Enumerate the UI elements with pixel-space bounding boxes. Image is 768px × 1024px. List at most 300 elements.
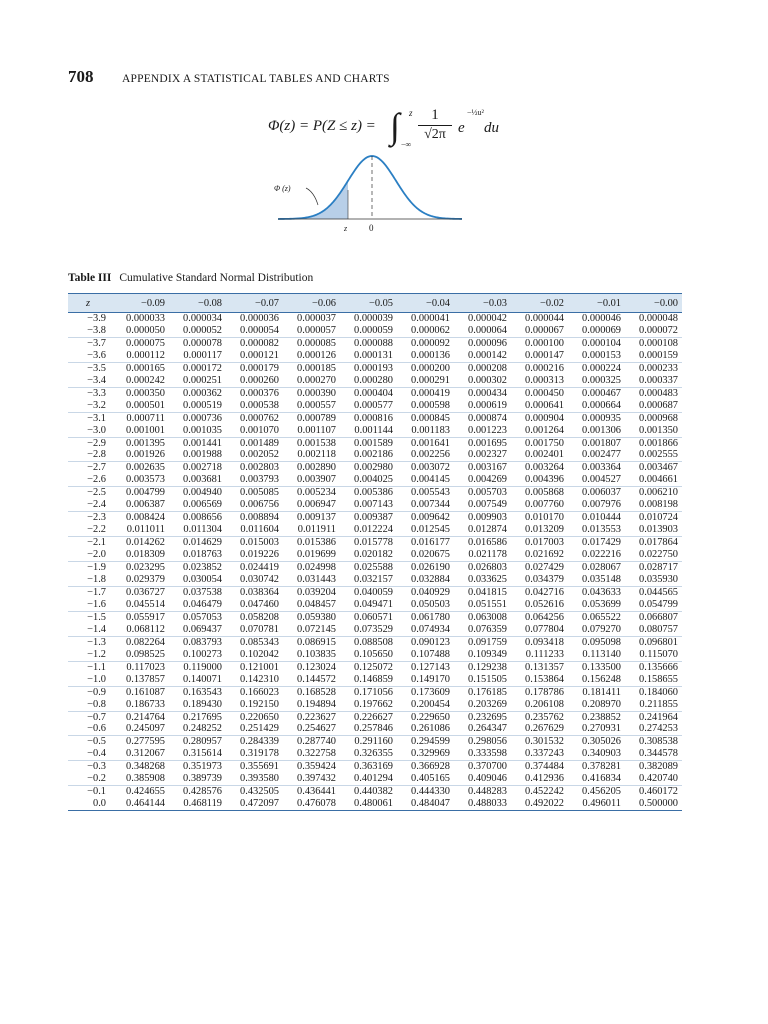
probability-cell: 0.003072	[411, 462, 450, 474]
probability-cell: 0.211855	[625, 699, 682, 711]
probability-cell: 0.117023	[126, 661, 165, 673]
probability-cell: 0.000762	[240, 412, 279, 424]
probability-cell: 0.000172	[183, 362, 222, 374]
probability-cell: 0.000042	[468, 313, 507, 324]
probability-cell: 0.002118	[283, 449, 340, 461]
probability-cell: 0.048457	[283, 599, 340, 611]
probability-cell: 0.280957	[183, 736, 222, 748]
probability-cell: 0.028067	[582, 562, 621, 574]
probability-cell: 0.000251	[169, 375, 226, 387]
probability-cell: 0.000208	[468, 362, 507, 374]
probability-cell: 0.000100	[525, 337, 564, 349]
probability-cell: 0.066807	[639, 611, 678, 623]
probability-cell: 0.000687	[625, 400, 682, 412]
probability-cell: 0.000104	[582, 337, 621, 349]
probability-cell: 0.378281	[582, 761, 621, 773]
probability-cell: 0.051551	[454, 599, 511, 611]
probability-cell: 0.000467	[582, 387, 621, 399]
probability-cell: 0.000404	[354, 387, 393, 399]
probability-cell: 0.003467	[639, 462, 678, 474]
probability-cell: 0.151505	[454, 674, 511, 686]
probability-cell: 0.484047	[397, 798, 454, 810]
probability-cell: 0.000054	[226, 325, 283, 337]
probability-cell: 0.035930	[625, 574, 682, 586]
probability-cell: 0.017003	[525, 537, 564, 549]
probability-cell: 0.033625	[454, 574, 511, 586]
probability-cell: 0.270931	[568, 723, 625, 735]
z-value-cell: −3.1	[87, 412, 106, 424]
table-row	[68, 337, 682, 349]
probability-cell: 0.008656	[183, 512, 222, 524]
probability-cell: 0.016177	[411, 537, 450, 549]
probability-cell: 0.002256	[397, 449, 454, 461]
column-header: −0.05	[340, 294, 397, 313]
table-caption	[68, 272, 313, 284]
probability-cell: 0.044565	[639, 586, 678, 598]
probability-cell: 0.002327	[454, 449, 511, 461]
probability-cell: 0.001264	[511, 425, 568, 437]
probability-cell: 0.385908	[112, 773, 169, 785]
probability-cell: 0.298056	[468, 736, 507, 748]
probability-cell: 0.025588	[354, 562, 393, 574]
probability-cell: 0.267629	[511, 723, 568, 735]
probability-cell: 0.001183	[397, 425, 454, 437]
probability-cell: 0.389739	[169, 773, 226, 785]
probability-cell: 0.012545	[397, 524, 454, 536]
probability-cell: 0.000519	[169, 400, 226, 412]
table-row	[68, 798, 682, 810]
page-header	[68, 67, 390, 87]
probability-cell: 0.020182	[340, 549, 397, 561]
probability-cell: 0.301532	[525, 736, 564, 748]
probability-cell: 0.003167	[468, 462, 507, 474]
probability-cell: 0.000216	[525, 362, 564, 374]
probability-cell: 0.000501	[112, 400, 169, 412]
probability-cell: 0.000845	[411, 412, 450, 424]
table-row	[68, 624, 682, 636]
integral-sign: ∫	[390, 106, 400, 146]
probability-cell: 0.047460	[226, 599, 283, 611]
probability-cell: 0.002980	[354, 462, 393, 474]
table-label: Table III	[68, 272, 112, 284]
probability-cell: 0.006947	[283, 499, 340, 511]
table-row	[68, 661, 682, 673]
probability-cell: 0.000200	[411, 362, 450, 374]
probability-cell: 0.488033	[454, 798, 511, 810]
z-value-cell: −0.2	[68, 773, 112, 785]
probability-cell: 0.168528	[297, 686, 336, 698]
probability-cell: 0.000291	[397, 375, 454, 387]
probability-cell: 0.000904	[525, 412, 564, 424]
table-title: Cumulative Standard Normal Distribution	[119, 272, 314, 284]
z-value-cell: −2.0	[68, 549, 112, 561]
probability-cell: 0.000069	[568, 325, 625, 337]
z-value-cell: −1.9	[87, 562, 106, 574]
probability-cell: 0.001441	[183, 437, 222, 449]
probability-cell: 0.000121	[226, 350, 283, 362]
probability-cell: 0.007549	[454, 499, 511, 511]
probability-cell: 0.001223	[454, 425, 511, 437]
probability-cell: 0.344578	[625, 748, 682, 760]
integral-upper-limit: z	[409, 108, 413, 118]
probability-cell: 0.460172	[639, 786, 678, 798]
probability-cell: 0.049471	[340, 599, 397, 611]
table-row	[68, 599, 682, 611]
z-value-cell: −1.5	[87, 611, 106, 623]
probability-cell: 0.005386	[354, 487, 393, 499]
probability-cell: 0.405165	[397, 773, 454, 785]
probability-cell: 0.340903	[568, 748, 625, 760]
probability-cell: 0.022750	[625, 549, 682, 561]
probability-cell: 0.208970	[568, 699, 625, 711]
probability-cell: 0.000126	[283, 350, 340, 362]
table-row	[68, 586, 682, 598]
probability-cell: 0.401294	[340, 773, 397, 785]
probability-cell: 0.015003	[240, 537, 279, 549]
z-value-cell: −2.2	[68, 524, 112, 536]
z-value-cell: −0.8	[68, 699, 112, 711]
probability-cell: 0.000450	[525, 387, 564, 399]
probability-cell: 0.476078	[283, 798, 340, 810]
table-row	[68, 425, 682, 437]
probability-cell: 0.251429	[226, 723, 283, 735]
probability-cell: 0.000033	[126, 313, 165, 324]
probability-cell: 0.000165	[126, 362, 165, 374]
table-row	[68, 487, 682, 499]
z-value-cell: −2.9	[87, 437, 106, 449]
probability-cell: 0.156248	[568, 674, 625, 686]
phi-pointer	[306, 188, 318, 205]
probability-cell: 0.000419	[411, 387, 450, 399]
table-row	[68, 773, 682, 785]
probability-cell: 0.436441	[297, 786, 336, 798]
column-header: −0.08	[169, 294, 226, 313]
probability-cell: 0.004145	[397, 474, 454, 486]
probability-cell: 0.412936	[511, 773, 568, 785]
probability-cell: 0.011604	[226, 524, 283, 536]
probability-cell: 0.000034	[183, 313, 222, 324]
probability-cell: 0.000874	[468, 412, 507, 424]
probability-cell: 0.057053	[183, 611, 222, 623]
probability-cell: 0.000350	[126, 387, 165, 399]
probability-cell: 0.420740	[625, 773, 682, 785]
column-header: −0.07	[226, 294, 283, 313]
integral-lower-limit: −∞	[401, 140, 412, 149]
probability-cell: 0.032157	[340, 574, 397, 586]
probability-cell: 0.040929	[411, 586, 450, 598]
probability-cell: 0.082264	[126, 636, 165, 648]
probability-cell: 0.013903	[625, 524, 682, 536]
probability-cell: 0.059380	[297, 611, 336, 623]
probability-cell: 0.004940	[183, 487, 222, 499]
probability-cell: 0.052616	[511, 599, 568, 611]
probability-cell: 0.146859	[340, 674, 397, 686]
probability-cell: 0.000108	[639, 337, 678, 349]
z-value-cell: −2.8	[68, 449, 112, 461]
probability-cell: 0.002477	[568, 449, 625, 461]
table-row	[68, 412, 682, 424]
probability-cell: 0.000664	[568, 400, 625, 412]
probability-cell: 0.000280	[340, 375, 397, 387]
probability-cell: 0.023852	[183, 562, 222, 574]
z-value-cell: −1.1	[87, 661, 106, 673]
probability-cell: 0.010170	[525, 512, 564, 524]
z-value-cell: −0.9	[87, 686, 106, 698]
probability-cell: 0.023295	[126, 562, 165, 574]
probability-cell: 0.007976	[568, 499, 625, 511]
probability-cell: 0.448283	[468, 786, 507, 798]
probability-cell: 0.217695	[183, 711, 222, 723]
probability-cell: 0.001144	[340, 425, 397, 437]
probability-cell: 0.001807	[582, 437, 621, 449]
probability-cell: 0.315614	[169, 748, 226, 760]
probability-cell: 0.073529	[340, 624, 397, 636]
probability-cell: 0.007344	[397, 499, 454, 511]
probability-cell: 0.004269	[454, 474, 511, 486]
probability-cell: 0.002401	[511, 449, 568, 461]
probability-cell: 0.009903	[468, 512, 507, 524]
probability-cell: 0.000538	[226, 400, 283, 412]
probability-cell: 0.030054	[169, 574, 226, 586]
probability-cell: 0.194894	[283, 699, 340, 711]
running-head: APPENDIX A STATISTICAL TABLES AND CHARTS	[122, 73, 390, 85]
probability-cell: 0.500000	[625, 798, 682, 810]
probability-cell: 0.137857	[112, 674, 169, 686]
probability-cell: 0.000270	[283, 375, 340, 387]
probability-cell: 0.001750	[525, 437, 564, 449]
probability-cell: 0.045514	[112, 599, 169, 611]
probability-cell: 0.083793	[183, 636, 222, 648]
table-row	[68, 449, 682, 461]
probability-cell: 0.192150	[226, 699, 283, 711]
probability-cell: 0.468119	[169, 798, 226, 810]
z-value-cell: −3.6	[68, 350, 112, 362]
probability-cell: 0.428576	[183, 786, 222, 798]
probability-cell: 0.013553	[568, 524, 625, 536]
probability-cell: 0.000092	[411, 337, 450, 349]
probability-cell: 0.024998	[297, 562, 336, 574]
probability-cell: 0.053699	[568, 599, 625, 611]
probability-cell: 0.000483	[639, 387, 678, 399]
probability-cell: 0.005543	[411, 487, 450, 499]
probability-cell: 0.088508	[354, 636, 393, 648]
probability-cell: 0.011011	[112, 524, 169, 536]
probability-cell: 0.090123	[411, 636, 450, 648]
probability-cell: 0.002186	[340, 449, 397, 461]
probability-cell: 0.005868	[525, 487, 564, 499]
probability-cell: 0.006037	[582, 487, 621, 499]
probability-cell: 0.235762	[525, 711, 564, 723]
probability-cell: 0.024419	[240, 562, 279, 574]
probability-cell: 0.319178	[226, 748, 283, 760]
probability-cell: 0.038364	[240, 586, 279, 598]
probability-cell: 0.006210	[639, 487, 678, 499]
probability-cell: 0.003264	[525, 462, 564, 474]
probability-cell: 0.149170	[397, 674, 454, 686]
probability-cell: 0.452242	[525, 786, 564, 798]
probability-cell: 0.000153	[568, 350, 625, 362]
probability-cell: 0.005234	[297, 487, 336, 499]
z-value-cell: −0.3	[87, 761, 106, 773]
probability-cell: 0.061780	[411, 611, 450, 623]
probability-cell: 0.018309	[112, 549, 169, 561]
probability-cell: 0.000048	[639, 313, 678, 324]
probability-cell: 0.021692	[511, 549, 568, 561]
probability-cell: 0.000096	[468, 337, 507, 349]
z-axis-label: z	[344, 224, 348, 233]
probability-cell: 0.363169	[354, 761, 393, 773]
probability-cell: 0.206108	[511, 699, 568, 711]
probability-cell: 0.077804	[511, 624, 568, 636]
probability-cell: 0.068112	[112, 624, 169, 636]
table-row	[68, 549, 682, 561]
probability-cell: 0.000050	[112, 325, 169, 337]
probability-cell: 0.351973	[183, 761, 222, 773]
probability-cell: 0.004527	[568, 474, 625, 486]
probability-cell: 0.004799	[126, 487, 165, 499]
formula-e: e	[458, 120, 465, 136]
probability-cell: 0.001001	[112, 425, 169, 437]
probability-cell: 0.000619	[454, 400, 511, 412]
probability-cell: 0.005703	[468, 487, 507, 499]
probability-cell: 0.000072	[625, 325, 682, 337]
probability-cell: 0.019699	[283, 549, 340, 561]
probability-cell: 0.189430	[169, 699, 226, 711]
probability-cell: 0.008894	[240, 512, 279, 524]
probability-cell: 0.416834	[568, 773, 625, 785]
probability-cell: 0.000260	[226, 375, 283, 387]
probability-cell: 0.226627	[354, 711, 393, 723]
probability-cell: 0.001395	[126, 437, 165, 449]
probability-cell: 0.135666	[639, 661, 678, 673]
z-value-cell: −1.4	[68, 624, 112, 636]
probability-cell: 0.329969	[397, 748, 454, 760]
probability-cell: 0.496011	[568, 798, 625, 810]
probability-cell: 0.003681	[169, 474, 226, 486]
z-value-cell: −3.9	[87, 313, 106, 324]
probability-cell: 0.003364	[582, 462, 621, 474]
probability-cell: 0.000711	[126, 412, 165, 424]
probability-cell: 0.014629	[183, 537, 222, 549]
probability-cell: 0.028717	[639, 562, 678, 574]
table-row	[68, 350, 682, 362]
probability-cell: 0.000968	[639, 412, 678, 424]
cdf-formula	[268, 106, 498, 150]
probability-cell: 0.004661	[625, 474, 682, 486]
probability-cell: 0.039204	[297, 586, 336, 598]
probability-cell: 0.093418	[525, 636, 564, 648]
probability-cell: 0.000935	[582, 412, 621, 424]
probability-cell: 0.005085	[240, 487, 279, 499]
probability-cell: 0.245097	[112, 723, 169, 735]
table-row	[68, 786, 682, 798]
probability-cell: 0.026803	[468, 562, 507, 574]
table-row	[68, 462, 682, 474]
probability-cell: 0.464144	[112, 798, 169, 810]
column-header: −0.01	[568, 294, 625, 313]
probability-cell: 0.006387	[112, 499, 169, 511]
table-row	[68, 524, 682, 536]
table-row	[68, 512, 682, 524]
probability-cell: 0.074934	[397, 624, 454, 636]
table-row	[68, 362, 682, 374]
probability-cell: 0.000736	[183, 412, 222, 424]
probability-cell: 0.058208	[240, 611, 279, 623]
z-value-cell: −3.5	[87, 362, 106, 374]
probability-cell: 0.007143	[340, 499, 397, 511]
table-row	[68, 537, 682, 549]
probability-cell: 0.011911	[283, 524, 340, 536]
probability-cell: 0.018763	[169, 549, 226, 561]
probability-cell: 0.103835	[283, 649, 340, 661]
formula-exponent: −½u²	[467, 108, 484, 117]
table-row	[68, 649, 682, 661]
probability-cell: 0.001070	[226, 425, 283, 437]
probability-cell: 0.008198	[625, 499, 682, 511]
z-value-cell: −3.2	[68, 400, 112, 412]
probability-cell: 0.254627	[283, 723, 340, 735]
probability-cell: 0.032884	[397, 574, 454, 586]
probability-cell: 0.305026	[582, 736, 621, 748]
probability-cell: 0.492022	[511, 798, 568, 810]
table-row	[68, 562, 682, 574]
probability-cell: 0.000193	[354, 362, 393, 374]
z-value-cell: −3.0	[68, 425, 112, 437]
probability-cell: 0.009642	[411, 512, 450, 524]
probability-cell: 0.000313	[511, 375, 568, 387]
probability-cell: 0.017429	[582, 537, 621, 549]
probability-cell: 0.000325	[568, 375, 625, 387]
probability-cell: 0.009387	[354, 512, 393, 524]
probability-cell: 0.000046	[582, 313, 621, 324]
table-row	[68, 761, 682, 773]
phi-label: Φ (z)	[274, 184, 291, 193]
probability-cell: 0.000390	[297, 387, 336, 399]
probability-cell: 0.424655	[126, 786, 165, 798]
table-row	[68, 375, 682, 387]
table-row	[68, 711, 682, 723]
probability-cell: 0.002803	[240, 462, 279, 474]
probability-cell: 0.076359	[454, 624, 511, 636]
probability-cell: 0.021178	[454, 549, 511, 561]
probability-cell: 0.370700	[468, 761, 507, 773]
fraction-denominator: √2π	[424, 127, 446, 142]
probability-cell: 0.178786	[525, 686, 564, 698]
probability-cell: 0.000641	[511, 400, 568, 412]
probability-cell: 0.000136	[397, 350, 454, 362]
z-value-cell: −0.7	[87, 711, 106, 723]
probability-cell: 0.000131	[340, 350, 397, 362]
probability-cell: 0.111233	[511, 649, 568, 661]
probability-cell: 0.125072	[354, 661, 393, 673]
probability-cell: 0.158655	[625, 674, 682, 686]
probability-cell: 0.123024	[297, 661, 336, 673]
probability-cell: 0.000039	[354, 313, 393, 324]
probability-cell: 0.000557	[283, 400, 340, 412]
probability-cell: 0.107488	[397, 649, 454, 661]
probability-cell: 0.200454	[397, 699, 454, 711]
column-header: −0.03	[454, 294, 511, 313]
probability-cell: 0.050503	[397, 599, 454, 611]
probability-cell: 0.003793	[226, 474, 283, 486]
probability-cell: 0.037538	[183, 586, 222, 598]
probability-cell: 0.064256	[525, 611, 564, 623]
probability-cell: 0.022216	[568, 549, 625, 561]
probability-cell: 0.000233	[639, 362, 678, 374]
probability-cell: 0.444330	[411, 786, 450, 798]
z-column-header: z	[68, 294, 112, 313]
probability-cell: 0.197662	[340, 699, 397, 711]
